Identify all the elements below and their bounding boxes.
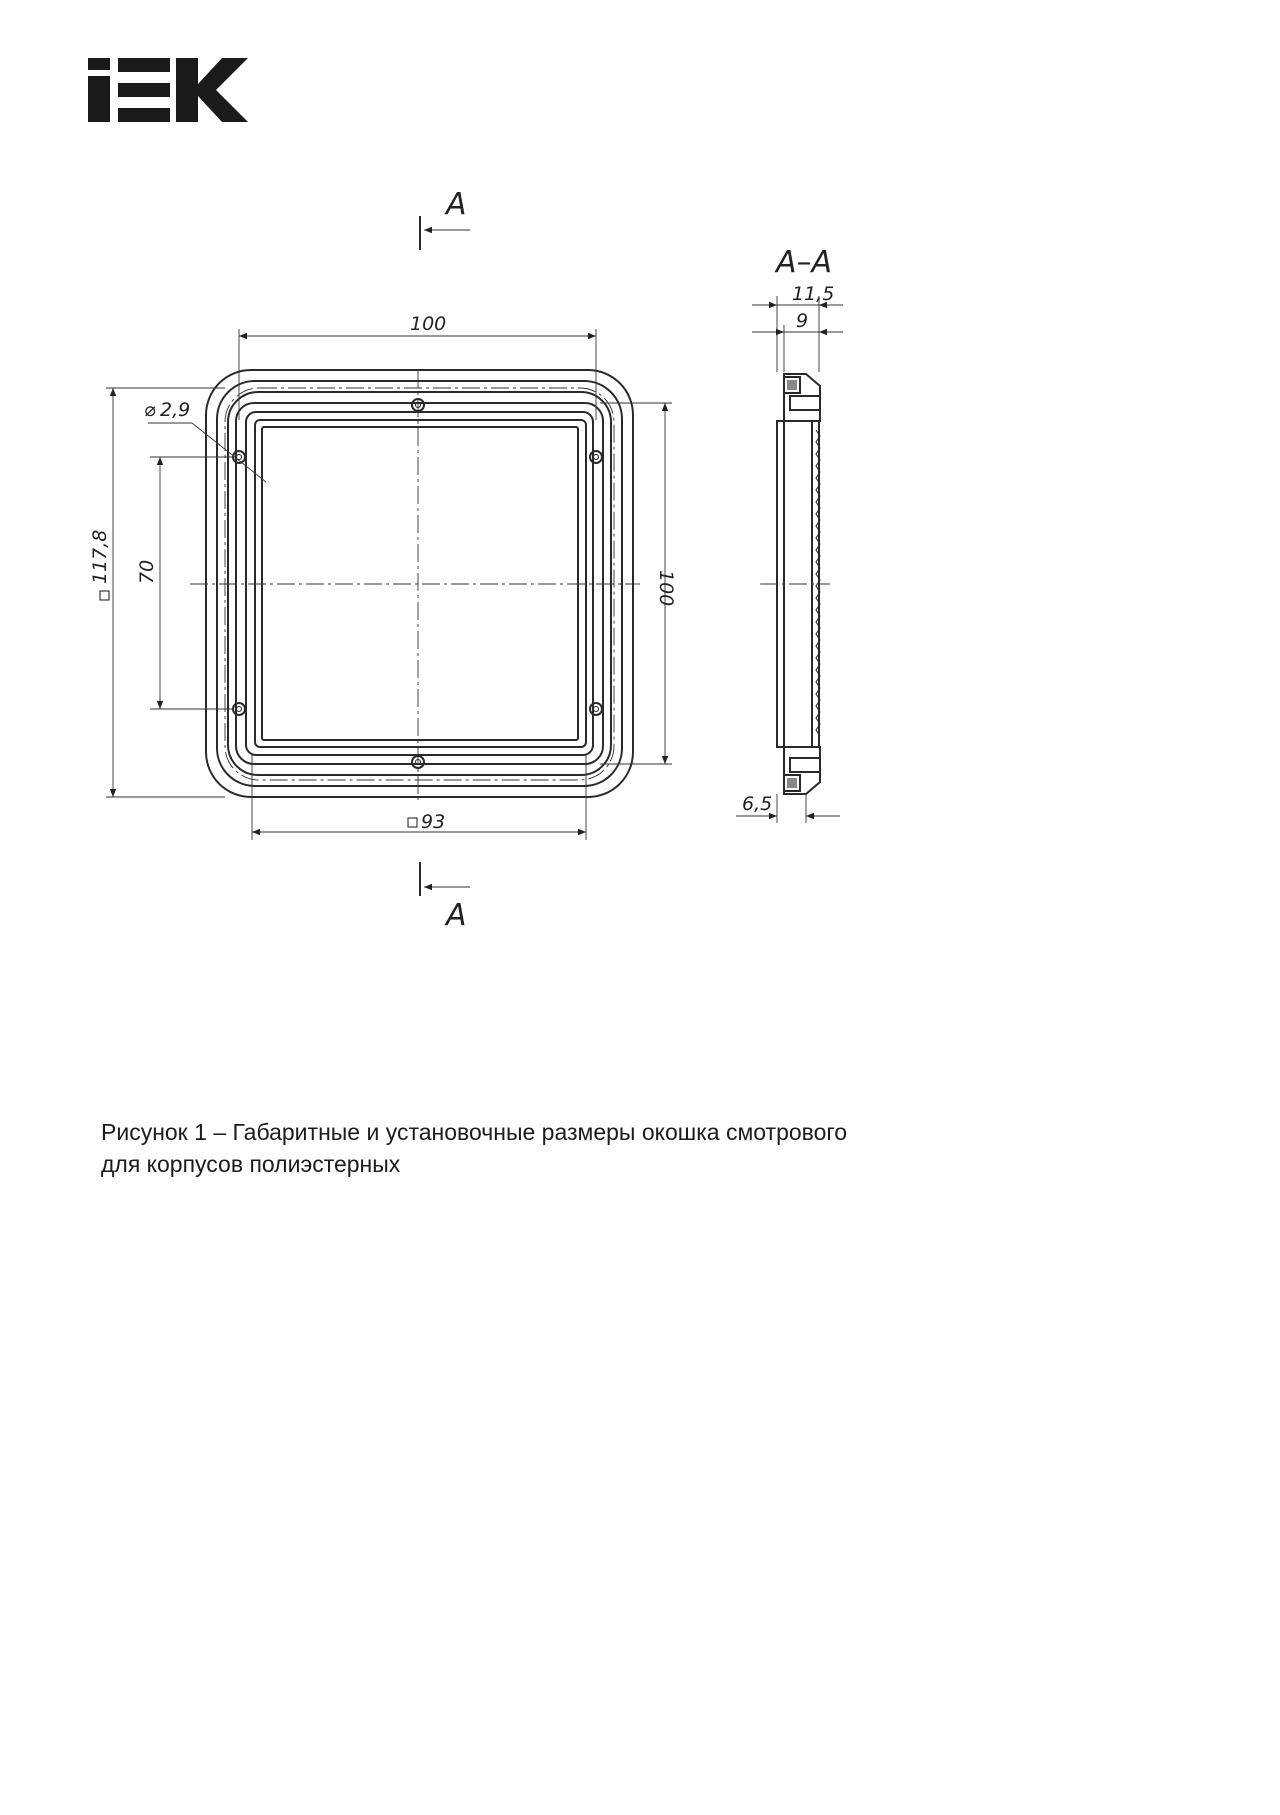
dim-hole-diameter-symbol: ⌀: [144, 399, 156, 421]
caption-line-1: Рисунок 1 – Габаритные и установочные размеры окошка смотрового: [101, 1119, 848, 1145]
section-view: [736, 245, 843, 823]
dim-hole-spacing: 70: [136, 559, 158, 584]
figure-caption: [101, 1116, 1001, 1180]
dim-window: 93: [421, 811, 446, 833]
dim-depth-frame: 9: [796, 310, 809, 332]
mounting-holes: [233, 399, 602, 768]
dim-outer-side: 117,8: [89, 529, 111, 584]
dim-outer-width: 100: [410, 313, 447, 335]
dim-flange: 6,5: [742, 793, 773, 815]
section-title: A–A: [776, 245, 833, 280]
dim-height: 100: [655, 570, 677, 607]
section-mark-top: [420, 187, 470, 250]
section-mark-bottom: [420, 862, 470, 933]
front-view: [89, 187, 677, 933]
dim-hole-diameter: 2,9: [160, 399, 191, 421]
section-letter-top: A: [446, 187, 467, 222]
caption-line-2: для корпусов полиэстерных: [101, 1151, 401, 1177]
dim-depth-total: 11,5: [792, 283, 835, 305]
section-letter-bottom: A: [446, 898, 467, 933]
